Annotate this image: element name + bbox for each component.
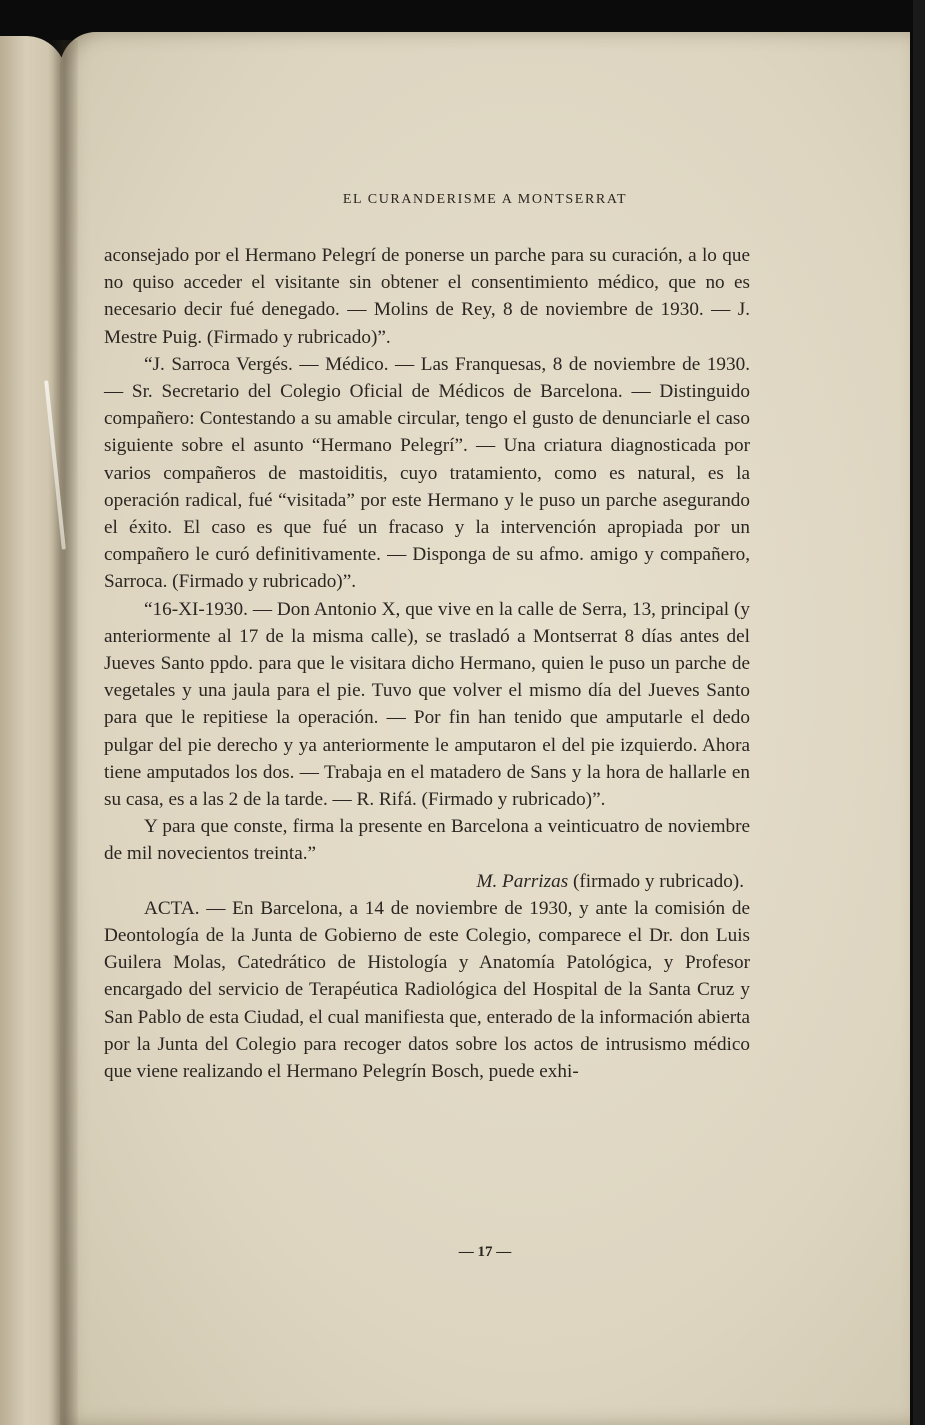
scan-border: [913, 0, 925, 1425]
gutter-shadow: [48, 40, 78, 1425]
body-text: [104, 242, 750, 1085]
paragraph-rifa-report: “16-XI-1930. — Don Antonio X, que vive en la calle de Serra, 13, principal (y anteriormente al 17 de la misma calle), se trasladó a Montserrat 8 días antes del Jueves Santo ppdo. para que le visitara dicho Hermano, quien le puso un parche de vegetales y una jaula para el pie. Tuvo que volver el mismo día del Jueves Santo para que le repitiese la operación. — Por fin han tenido que amputarle el dedo pulgar del pie derecho y ya anteriormente le amputaron el del pie izquierdo. Ahora tiene amputados los dos. — Trabaja en el matadero de Sans y la hora de hallarle en su casa, es a las 2 de la tarde. — R. Rifá. (Firmado y rubricado)”.: [104, 598, 750, 811]
paragraph-sarroca-letter: “J. Sarroca Vergés. — Médico. — Las Franquesas, 8 de noviembre de 1930. — Sr. Secretario del Colegio Oficial de Médicos de Barcelona. — Distinguido compañero: Contestando a su amable circular, tengo el gusto de denunciarle el caso siguiente sobre el asunto “Hermano Pelegrí”. — Una criatura diagnosticada por varios compañeros de mastoiditis, cuyo tratamiento, como es natural, es la operación radical, fué “visitada” por este Hermano y le puso un parche asegurando el éxito. El caso es que fué un fracaso y la intervención apropiada por un compañero le curó definitivamente. — Disponga de su afmo. amigo y compañero, Sarroca. (Firmado y rubricado)”.: [104, 353, 750, 593]
book-page: [60, 32, 910, 1425]
running-header: EL CURANDERISME A MONTSERRAT: [342, 192, 628, 207]
signature-note: (firmado y rubricado).: [572, 870, 744, 892]
signature-line: [104, 868, 750, 895]
paragraph-continuation: aconsejado por el Hermano Pelegrí de ponerse un parche para su curación, a lo que no quiso acceder el visitante sin obtener el consentimiento médico, que no es necesario decir fué denegado. — Molins de Rey, 8 de noviembre de 1930. — J. Mestre Puig. (Firmado y rubricado)”.: [104, 245, 750, 348]
paragraph-acta: ACTA. — En Barcelona, a 14 de noviembre de 1930, y ante la comisión de Deontología de la Junta de Gobierno de este Colegio, comparece el Dr. don Luis Guilera Molas, Catedrático de Histología y Anatomía Patológica, y Profesor encargado del servicio de Terapéutica Radiológica del Hospital de la Santa Cruz y San Pablo de esta Ciudad, el cual manifiesta que, enterado de la información abierta por la Junta del Colegio para recoger datos sobre los actos de intrusismo médico que viene realizando el Hermano Pelegrín Bosch, puede exhi-: [104, 897, 750, 1083]
paragraph-closing: Y para que conste, firma la presente en Barcelona a veinticuatro de noviembre de mil novecientos treinta.”: [104, 816, 750, 865]
signature-name: M. Parrizas: [476, 870, 569, 892]
page-number: — 17 —: [458, 1244, 512, 1260]
